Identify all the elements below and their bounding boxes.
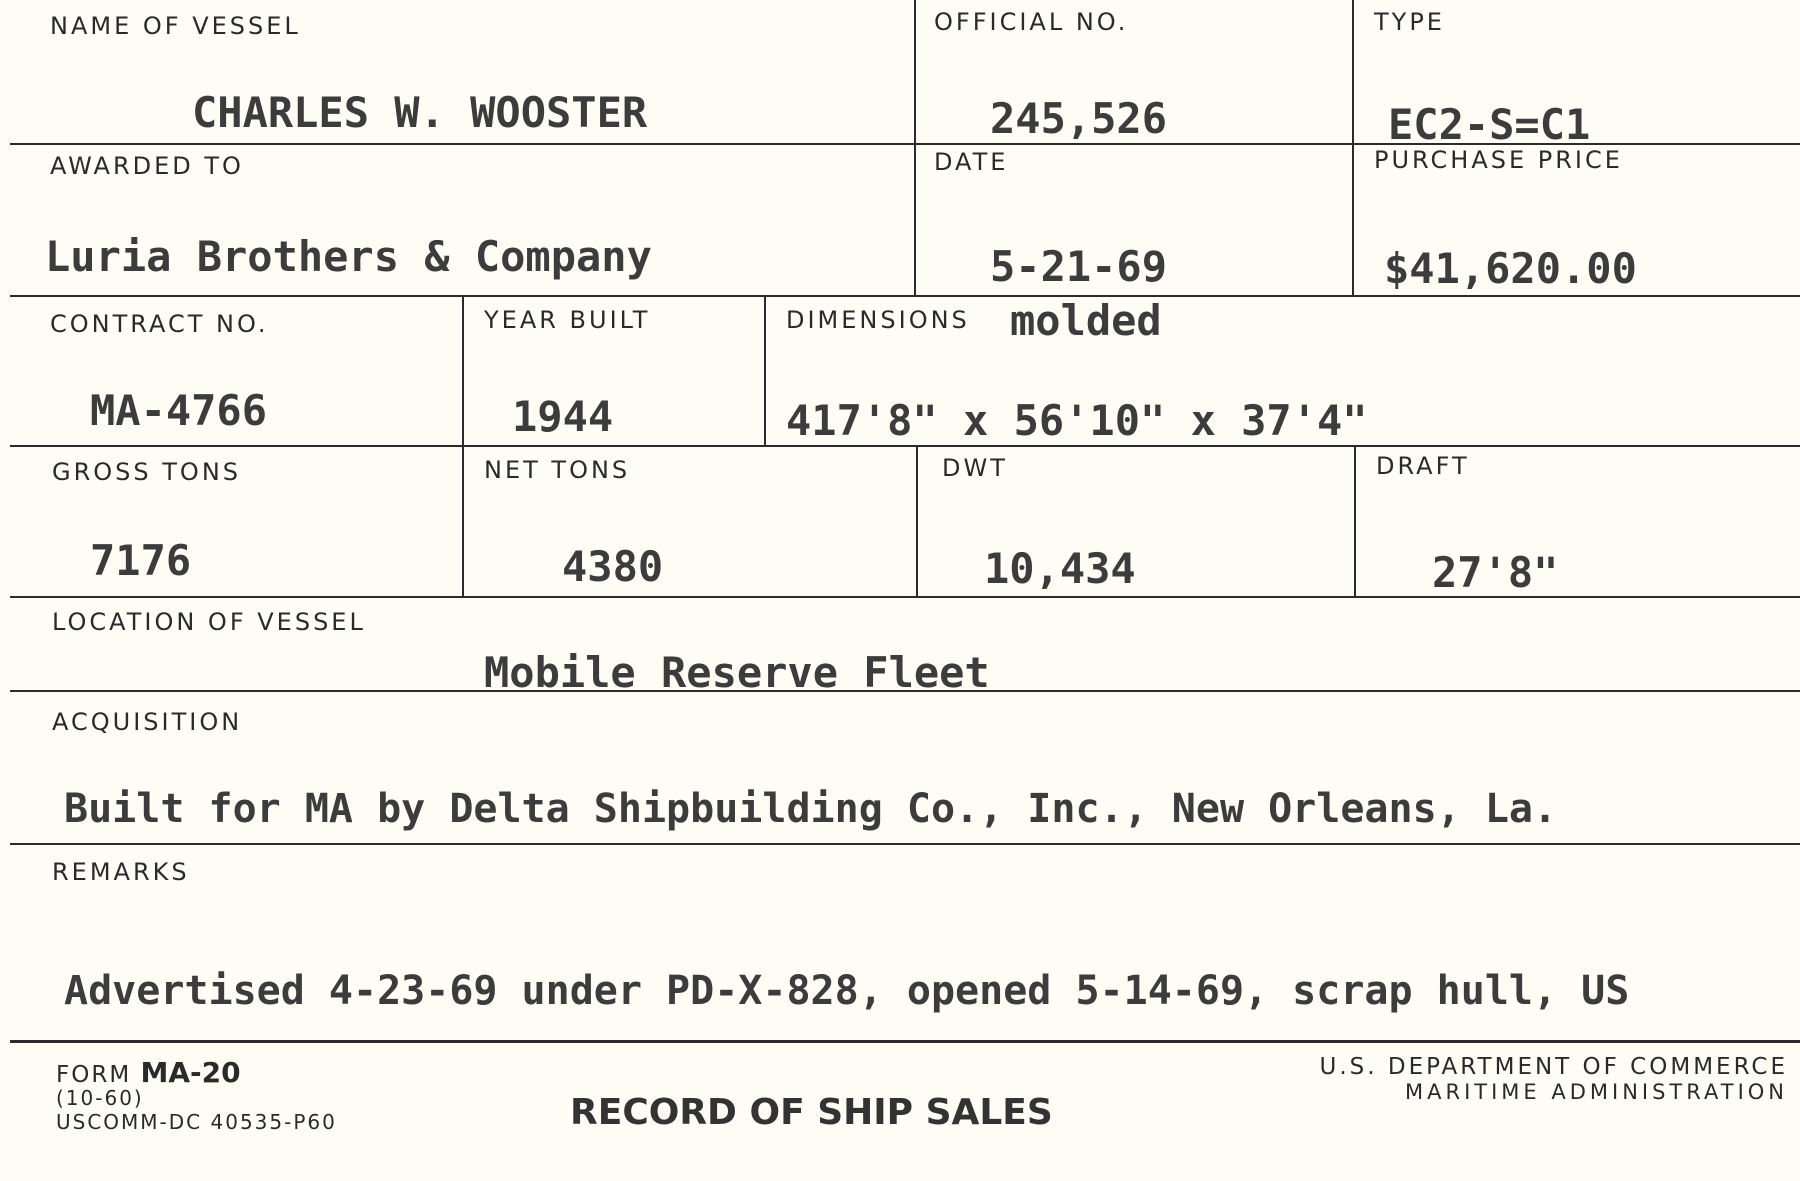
column-divider xyxy=(1352,0,1354,297)
date-label: DATE xyxy=(934,148,1009,176)
dimensions-value: 417'8" x 56'10" x 37'4" xyxy=(786,396,1368,445)
acquisition-value: Built for MA by Delta Shipbuilding Co., Inc., New Orleans, La. xyxy=(64,786,1558,832)
location-of-vessel-value: Mobile Reserve Fleet xyxy=(484,648,990,697)
official-no-label: OFFICIAL NO. xyxy=(934,8,1129,36)
type-value: EC2-S=C1 xyxy=(1388,100,1591,149)
row-divider xyxy=(10,445,1800,447)
dimensions-label: DIMENSIONS xyxy=(786,306,970,334)
form-number xyxy=(56,1056,241,1089)
name-of-vessel-value: CHARLES W. WOOSTER xyxy=(192,88,648,137)
administration-name: MARITIME ADMINISTRATION xyxy=(1405,1080,1788,1104)
row-divider xyxy=(10,1040,1800,1043)
department-name: U.S. DEPARTMENT OF COMMERCE xyxy=(1319,1054,1788,1080)
draft-label: DRAFT xyxy=(1376,452,1470,480)
dimensions-note: molded xyxy=(1010,296,1162,345)
purchase-price-label: PURCHASE PRICE xyxy=(1374,146,1623,174)
contract-no-value: MA-4766 xyxy=(90,386,268,435)
awarded-to-value: Luria Brothers & Company xyxy=(45,232,652,281)
form-number-code: MA-20 xyxy=(140,1056,241,1089)
year-built-label: YEAR BUILT xyxy=(484,306,651,334)
contract-no-label: CONTRACT NO. xyxy=(50,310,269,338)
awarded-to-label: AWARDED TO xyxy=(50,152,244,180)
row-divider xyxy=(10,843,1800,845)
column-divider xyxy=(1354,445,1356,597)
dwt-label: DWT xyxy=(942,454,1008,482)
column-divider xyxy=(764,295,766,447)
column-divider xyxy=(914,0,916,297)
gross-tons-label: GROSS TONS xyxy=(52,458,241,486)
net-tons-value: 4380 xyxy=(562,542,664,591)
form-date: (10-60) xyxy=(56,1086,144,1110)
year-built-value: 1944 xyxy=(512,392,614,441)
official-no-value: 245,526 xyxy=(990,94,1168,143)
form-code: USCOMM-DC 40535-P60 xyxy=(56,1110,337,1134)
location-of-vessel-label: LOCATION OF VESSEL xyxy=(52,608,366,636)
form-prefix: FORM xyxy=(56,1062,132,1088)
type-label: TYPE xyxy=(1374,8,1445,36)
form-title: RECORD OF SHIP SALES xyxy=(570,1092,1053,1133)
name-of-vessel-label: NAME OF VESSEL xyxy=(50,12,301,40)
remarks-label: REMARKS xyxy=(52,858,190,886)
dwt-value: 10,434 xyxy=(984,544,1136,593)
draft-value: 27'8" xyxy=(1432,548,1559,597)
remarks-value: Advertised 4-23-69 under PD-X-828, opened 5-14-69, scrap hull, US xyxy=(64,968,1630,1014)
column-divider xyxy=(916,445,918,597)
gross-tons-value: 7176 xyxy=(90,536,192,585)
purchase-price-value: $41,620.00 xyxy=(1384,244,1637,293)
column-divider xyxy=(462,295,464,597)
net-tons-label: NET TONS xyxy=(484,456,631,484)
row-divider xyxy=(10,295,1800,297)
date-value: 5-21-69 xyxy=(990,242,1168,291)
acquisition-label: ACQUISITION xyxy=(52,708,243,736)
